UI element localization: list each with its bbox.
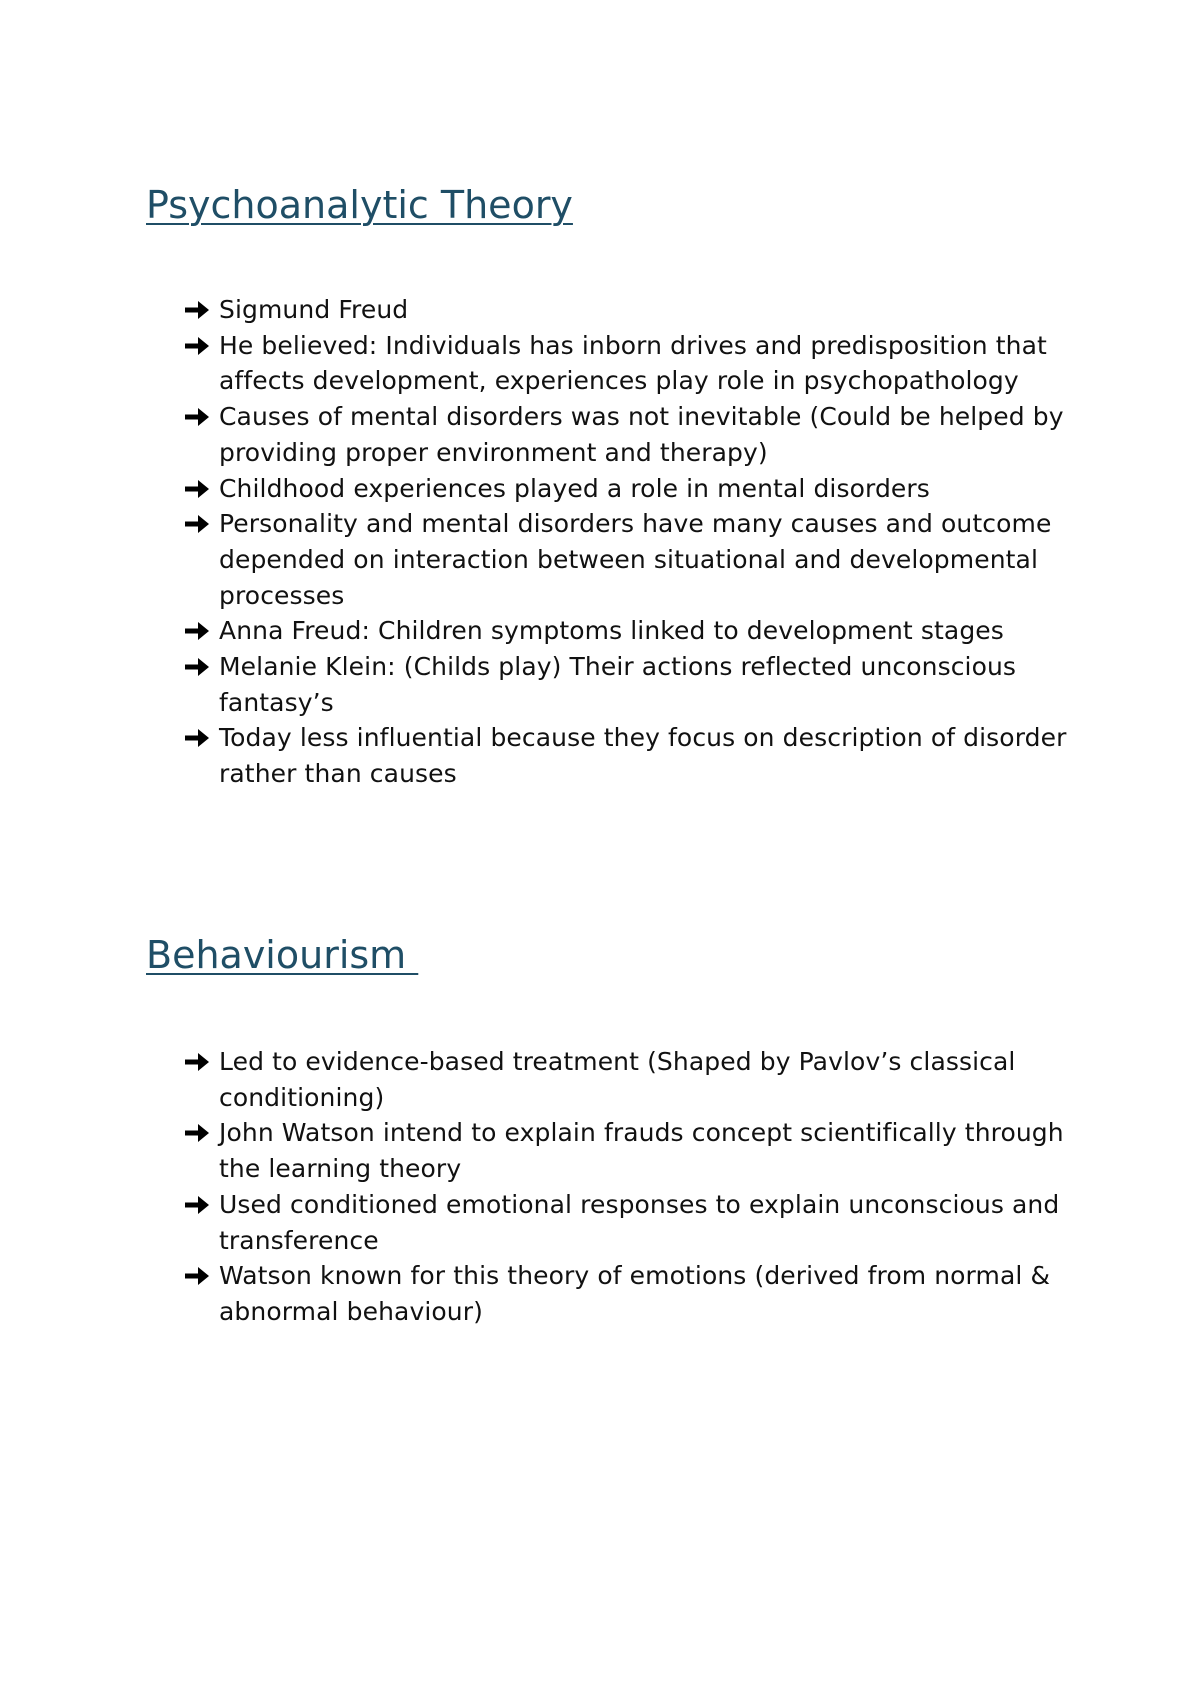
list-item [183,292,1099,328]
right-arrow-icon [183,720,213,755]
list-item-text: Today less influential because they focus on description of disorder rather than causes [219,723,1067,789]
right-arrow-icon [183,1044,213,1079]
list-item-text: He believed: Individuals has inborn drives and predisposition that affects development, experiences play role in psychopathology [219,330,1047,396]
right-arrow-icon [183,649,213,684]
list-item [183,399,1099,470]
list-item [183,328,1099,399]
right-arrow-icon [183,506,213,541]
list-item-text: Childhood experiences played a role in mental disorders [219,473,930,503]
right-arrow-icon [183,1258,213,1293]
list-item [183,506,1099,613]
list-item-text: Personality and mental disorders have many causes and outcome depended on interaction between situational and developmental processes [219,509,1052,610]
list-item-text: Used conditioned emotional responses to explain unconscious and transference [219,1189,1060,1255]
right-arrow-icon [183,1115,213,1150]
bullet-list [183,292,1086,792]
section-heading: Behaviourism [146,933,419,977]
list-item-text: Watson known for this theory of emotions (derived from normal & abnormal behaviour) [219,1261,1051,1326]
list-item [183,1115,1099,1186]
list-item-text: John Watson intend to explain frauds concept scientifically through the learning theory [219,1118,1064,1184]
section-behaviourism [146,932,1086,1330]
list-item [183,1044,1099,1115]
list-item [183,471,1099,507]
list-item-text: Sigmund Freud [219,295,409,324]
list-item [183,649,1099,720]
list-item [183,613,1099,649]
list-item [183,1187,1099,1258]
list-item-text: Led to evidence-based treatment (Shaped by Pavlov’s classical conditioning) [219,1047,1016,1112]
list-item [183,720,1099,791]
right-arrow-icon [183,471,213,506]
right-arrow-icon [183,292,213,327]
list-item-text: Anna Freud: Children symptoms linked to development stages [219,616,1004,646]
section-heading: Psychoanalytic Theory [146,183,573,227]
right-arrow-icon [183,613,213,648]
right-arrow-icon [183,399,213,434]
bullet-list [183,1044,1086,1330]
right-arrow-icon [183,1187,213,1222]
right-arrow-icon [183,328,213,363]
section-psychoanalytic-theory [146,182,1086,792]
list-item [183,1258,1099,1329]
list-item-text: Melanie Klein: (Childs play) Their actions reflected unconscious fantasy’s [219,652,1017,717]
list-item-text: Causes of mental disorders was not inevitable (Could be helped by providing proper environment and therapy) [219,402,1064,467]
